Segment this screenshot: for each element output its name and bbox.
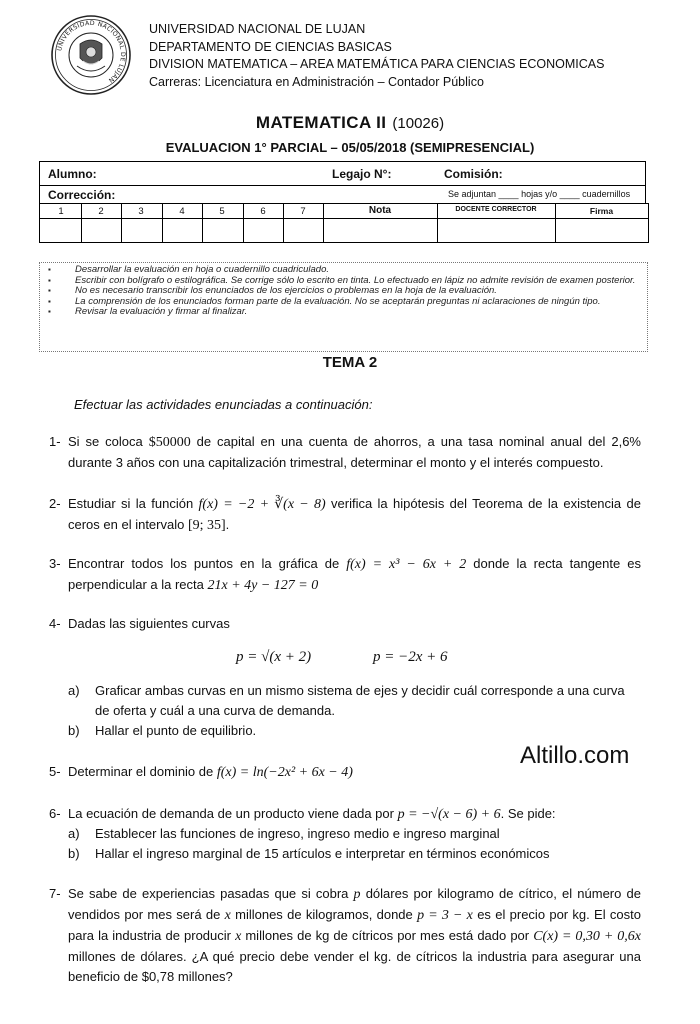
- question-4b: b) Hallar el punto de equilibrio.: [68, 723, 257, 738]
- course-code: (10026): [392, 115, 445, 132]
- exam-version: TEMA 2: [322, 354, 378, 371]
- institution-header: [149, 21, 604, 91]
- docente-header: DOCENTE CORRECTOR: [455, 206, 537, 213]
- curve-equation-2: p = −2x + 6: [373, 649, 448, 665]
- course-name: MATEMATICA II: [255, 113, 387, 132]
- question-6: 6- La ecuación de demanda de un producto viene dada por p = −√(x − 6) + 6. Se pide:: [49, 806, 556, 822]
- math-cost: C(x) = 0,30 + 0,6x: [533, 929, 642, 944]
- score-col-3: 3: [138, 206, 144, 217]
- math-demand: p = −√(x − 6) + 6: [397, 807, 501, 822]
- question-number: 2-: [49, 496, 61, 511]
- student-info-row: [39, 161, 646, 186]
- question-number: 3-: [49, 556, 61, 571]
- comision-label: Comisión:: [444, 167, 503, 181]
- instruction-item: ▪ No es necesario transcribir los enunciados de los ejercicios o problemas en la hoja de la evaluación.: [40, 286, 647, 297]
- legajo-label: Legajo N°:: [332, 167, 392, 181]
- attachments-note: Se adjuntan ____ hojas y/o ____ cuadernillos: [448, 189, 631, 199]
- score-col-2: 2: [98, 206, 104, 217]
- university-seal-logo: [50, 14, 132, 96]
- exam-title: [0, 113, 700, 133]
- question-4: 4- Dadas las siguientes curvas: [49, 614, 641, 634]
- question-4a: a) Graficar ambas curvas en un mismo sistema de ejes y decidir cuál corresponde a una curva de oferta y cuál a una curva de demanda.: [68, 683, 625, 718]
- firma-header: Firma: [589, 206, 614, 216]
- intro-text: Efectuar las actividades enunciadas a continuación:: [74, 397, 373, 412]
- score-grid: [39, 203, 649, 243]
- careers-line: Carreras: Licenciatura en Administración – Contador Público: [149, 74, 484, 89]
- math-capital: $50000: [148, 435, 191, 450]
- question-number: 4-: [49, 616, 61, 631]
- question-1: 1- Si se coloca $50000 de capital en una cuenta de ahorros, a una tasa nominal anual del 2,6% durante 3 años con una capitalización trimestral, determinar el monto y el interés compuesto.: [49, 434, 641, 470]
- question-2: 2- Estudiar si la función f(x) = −2 + ∛(x − 8) verifica la hipótesis del Teorema de la existencia de ceros en el intervalo [9; 35].: [49, 496, 641, 533]
- division-name: DIVISION MATEMATICA – AREA MATEMÁTICA PARA CIENCIAS ECONOMICAS: [149, 57, 605, 71]
- correccion-label: Corrección:: [48, 188, 116, 202]
- instructions-box: [39, 262, 648, 352]
- curve-equation-1: p = √(x + 2): [236, 649, 312, 665]
- correction-row: [39, 185, 646, 204]
- math-function: f(x) = x³ − 6x + 2: [346, 557, 467, 572]
- score-col-1: 1: [58, 206, 64, 217]
- score-col-6: 6: [260, 206, 266, 217]
- math-interval: [9; 35]: [187, 518, 226, 533]
- instruction-item: ▪ Desarrollar la evaluación en hoja o cuadernillo cuadriculado.: [40, 265, 647, 276]
- question-number: 6-: [49, 806, 61, 821]
- exam-subtitle: EVALUACION 1° PARCIAL – 05/05/2018 (SEMIPRESENCIAL): [165, 140, 535, 155]
- question-7: 7- Se sabe de experiencias pasadas que si cobra p dólares por kilogramo de cítrico, el número de vendidos por mes será de x millones de kilogramos, donde p = 3 − x es el precio por kg. El costo para la industria de producir x millones de kg de cítricos por mes está dado por C(x) = 0,30 + 0,6x millones de dólares. ¿A qué precio debe vender el kg. de cítricos la industria para asegurar una beneficio de $0,78 millones?: [49, 886, 642, 984]
- question-6b: b) Hallar el ingreso marginal de 15 artículos e interpretar en términos económicos: [68, 846, 550, 861]
- alumno-label: Alumno:: [48, 167, 97, 181]
- question-5: 5- Determinar el dominio de f(x) = ln(−2x² + 6x − 4): [49, 764, 353, 780]
- question-3: 3- Encontrar todos los puntos en la gráfica de f(x) = x³ − 6x + 2 donde la recta tangente es perpendicular a la recta 21x + 4y − 127 = 0: [49, 556, 642, 593]
- question-6a: a) Establecer las funciones de ingreso, ingreso medio e ingreso marginal: [68, 826, 500, 841]
- seal-text: UNIVERSIDAD NACIONAL DE LUJAN: [56, 19, 127, 84]
- question-number: 7-: [49, 886, 61, 901]
- math-function: f(x) = −2 + ∛(x − 8): [198, 497, 326, 512]
- watermark-text: Altillo.com: [520, 742, 630, 769]
- university-name: UNIVERSIDAD NACIONAL DE LUJAN: [149, 22, 366, 36]
- instruction-item: ▪ Revisar la evaluación y firmar al finalizar.: [40, 307, 647, 318]
- department-name: DEPARTAMENTO DE CIENCIAS BASICAS: [149, 39, 392, 54]
- math-line: 21x + 4y − 127 = 0: [207, 578, 319, 593]
- instruction-item: ▪ Escribir con bolígrafo o estilográfica. Se corrige sólo lo escrito en tinta. Lo efectuado en lápiz no admite revisión de examen posterior.: [40, 276, 647, 287]
- question-number: 1-: [49, 434, 61, 449]
- score-col-4: 4: [179, 206, 185, 217]
- score-col-5: 5: [219, 206, 225, 217]
- question-number: 5-: [49, 764, 61, 779]
- score-col-7: 7: [300, 206, 306, 217]
- math-function: f(x) = ln(−2x² + 6x − 4): [216, 765, 353, 780]
- nota-header: Nota: [368, 205, 392, 216]
- instruction-item: ▪ La comprensión de los enunciados forman parte de la evaluación. No se aceptarán preguntas ni aclaraciones de ningún tipo.: [40, 297, 647, 308]
